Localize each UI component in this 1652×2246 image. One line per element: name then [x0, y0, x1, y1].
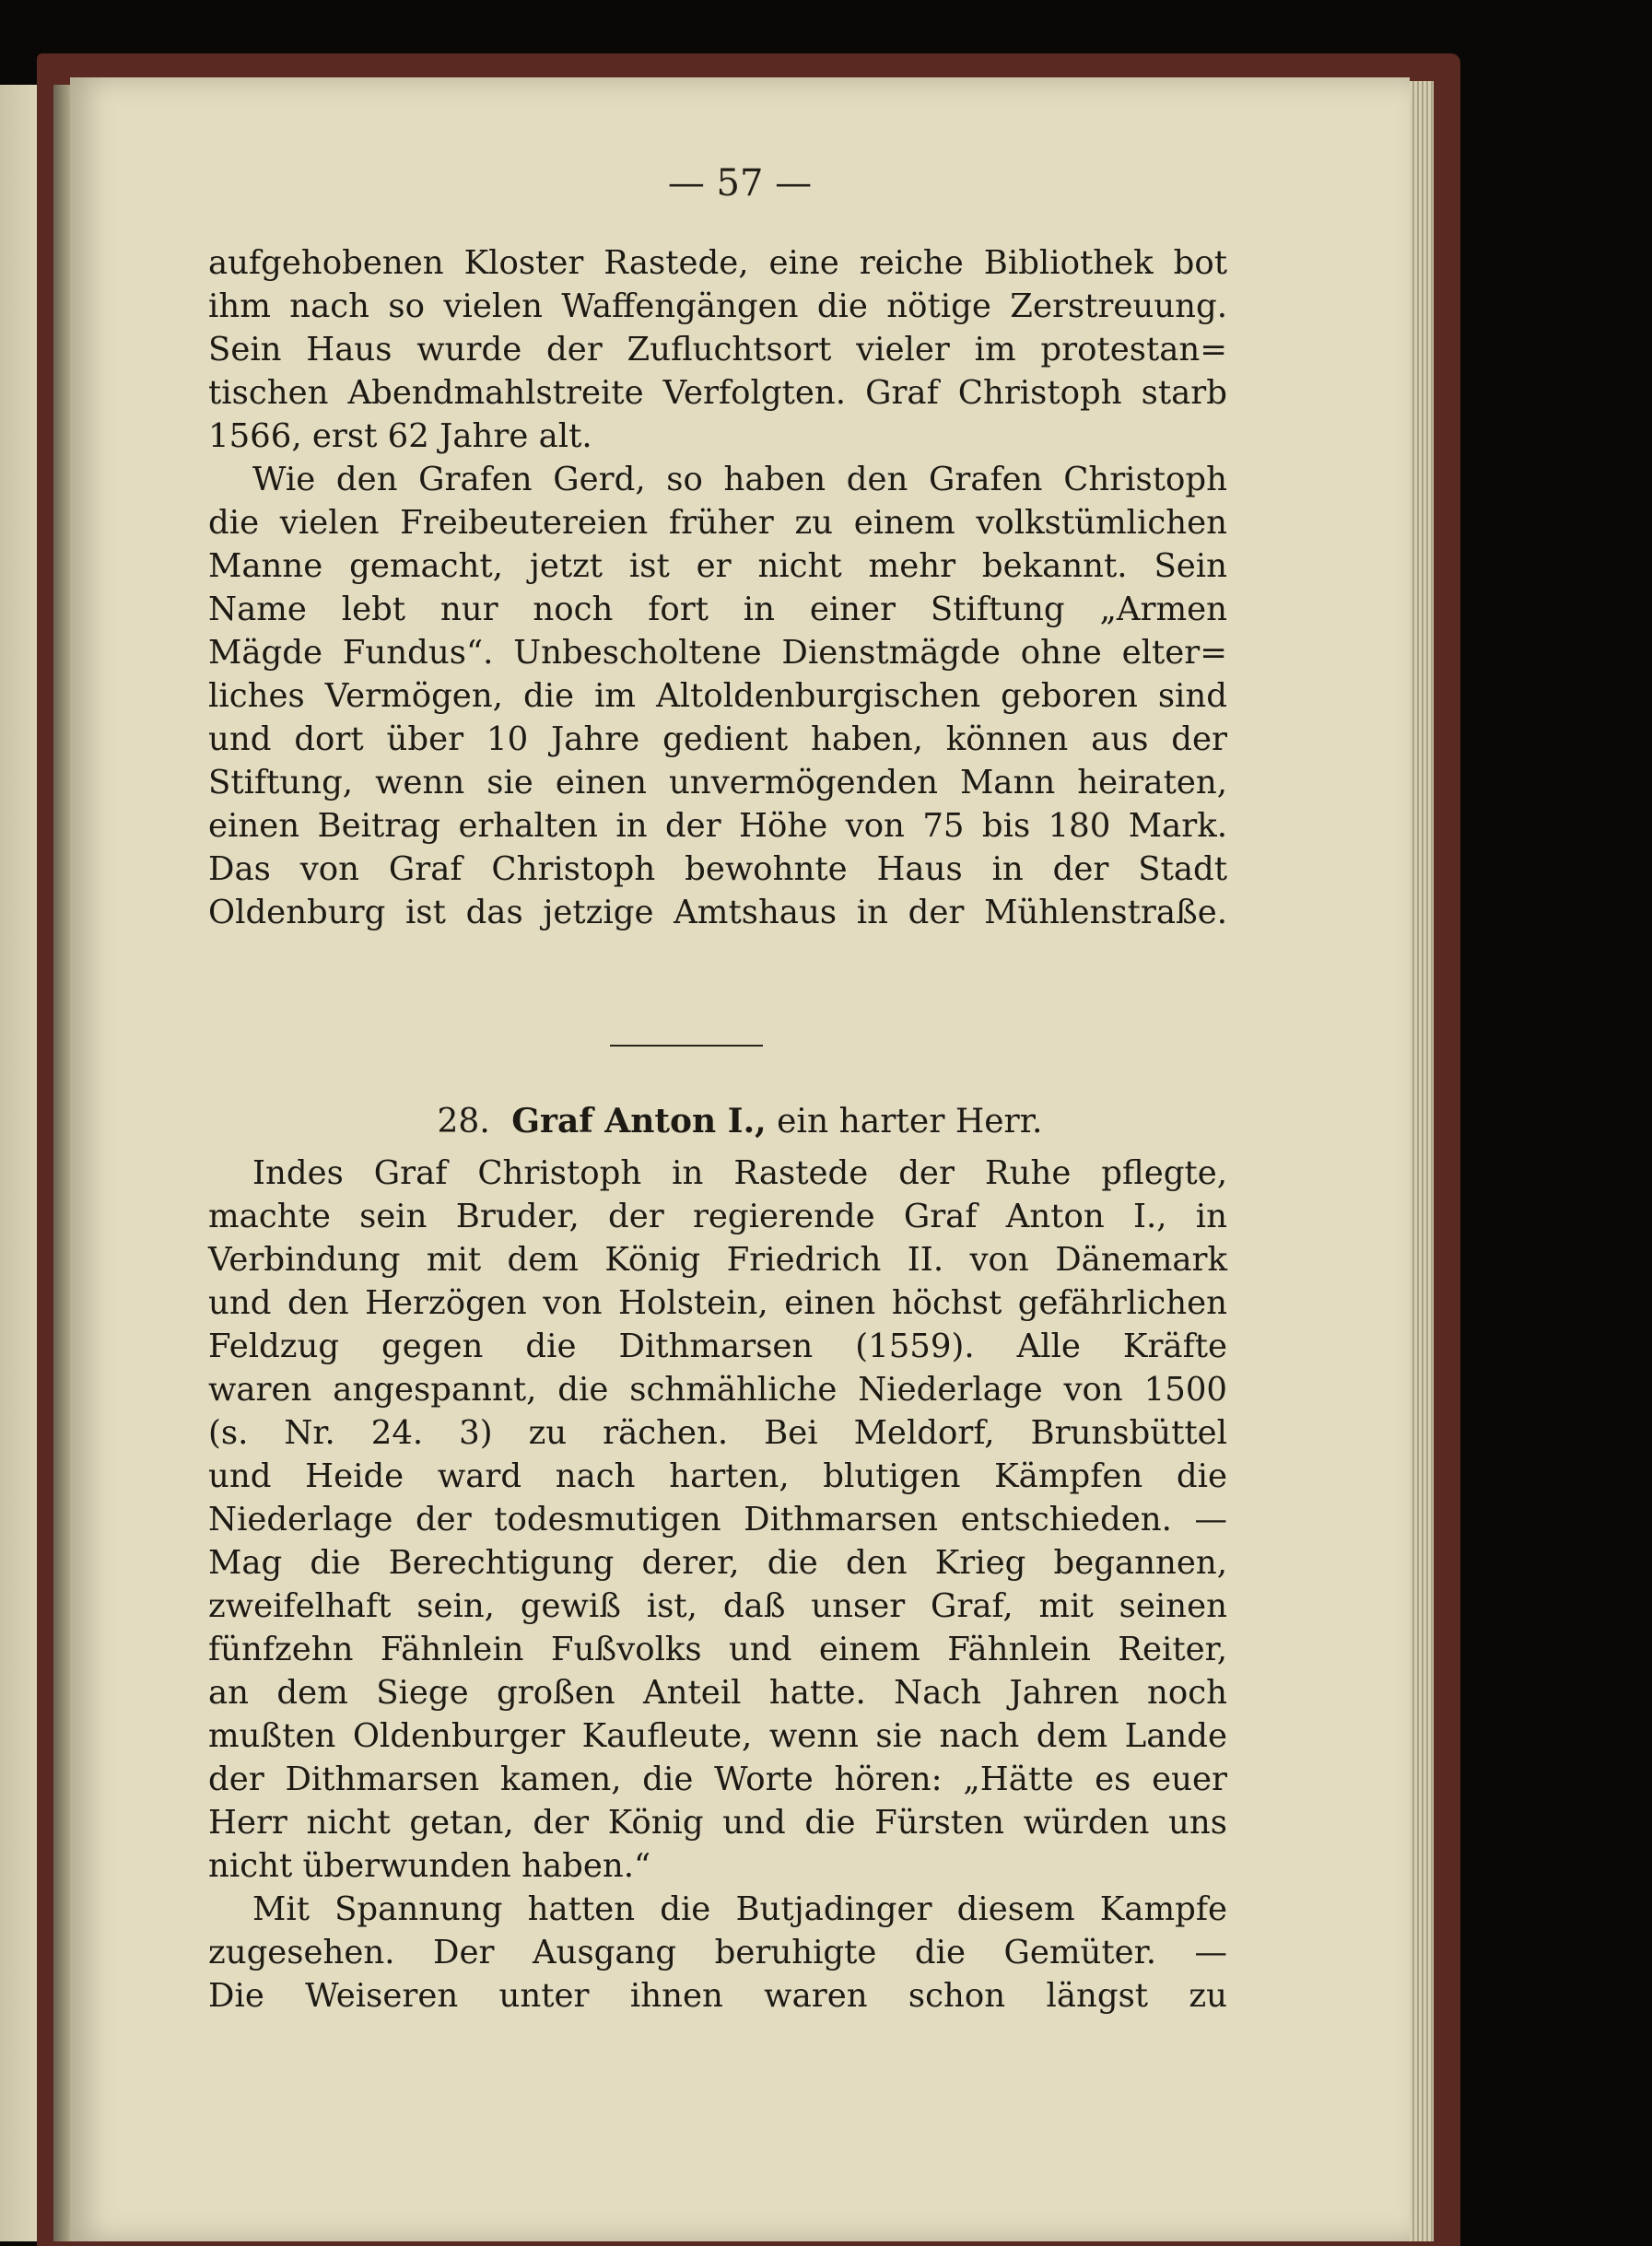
text-line: nicht überwunden haben.“ [208, 1847, 651, 1885]
text-line: einen Beitrag erhalten in der Höhe von 75 bis 180 Mark. [208, 807, 1227, 845]
text-line: 1566, erst 62 Jahre alt. [208, 417, 592, 455]
text-line: die vielen Freibeutereien früher zu einem volkstümlichen [208, 504, 1227, 542]
text-line: Oldenburg ist das jetzige Amtshaus in der Mühlenstraße. [208, 894, 1227, 931]
text-line: machte sein Bruder, der regierende Graf Anton I., in [208, 1198, 1227, 1235]
text-line: zugesehen. Der Ausgang beruhigte die Gemüter. — [208, 1934, 1227, 1971]
text-line: und Heide ward nach harten, blutigen Kämpfen die [208, 1457, 1227, 1495]
text-block-top [208, 241, 1227, 934]
text-line: Niederlage der todesmutigen Dithmarsen entschieden. — [208, 1501, 1227, 1538]
text-line: Mag die Berechtigung derer, die den Krieg begannen, [208, 1544, 1227, 1582]
text-block-bottom [208, 1152, 1227, 2018]
text-line: waren angespannt, die schmähliche Niederlage von 1500 [208, 1371, 1227, 1409]
text-line: Sein Haus wurde der Zufluchtsort vieler im protestan= [208, 331, 1227, 368]
text-line: Das von Graf Christoph bewohnte Haus in der Stadt [208, 850, 1227, 888]
text-line: Die Weiseren unter ihnen waren schon längst zu [208, 1977, 1227, 2015]
text-line: (s. Nr. 24. 3) zu rächen. Bei Meldorf, Brunsbüttel [208, 1414, 1227, 1452]
section-title: Graf Anton I., [511, 1102, 767, 1141]
text-line: Manne gemacht, jetzt ist er nicht mehr bekannt. Sein [208, 547, 1227, 585]
text-line: fünfzehn Fähnlein Fußvolks und einem Fähnlein Reiter, [208, 1631, 1227, 1668]
text-line: aufgehobenen Kloster Rastede, eine reiche Bibliothek bot [208, 244, 1227, 282]
text-line: an dem Siege großen Anteil hatte. Nach Jahren noch [208, 1674, 1227, 1712]
section-number: 28. [437, 1103, 490, 1141]
text-line: Stiftung, wenn sie einen unvermögenden Mann heiraten, [208, 764, 1227, 801]
text-line: der Dithmarsen kamen, die Worte hören: „Hätte es euer [208, 1761, 1227, 1798]
text-line: Mägde Fundus“. Unbescholtene Dienstmägde ohne elter= [208, 634, 1227, 672]
text-line: mußten Oldenburger Kaufleute, wenn sie nach dem Lande [208, 1717, 1227, 1755]
text-line: und dort über 10 Jahre gedient haben, können aus der [208, 720, 1227, 758]
text-line: liches Vermögen, die im Altoldenburgischen geboren sind [208, 677, 1227, 715]
section-divider [610, 1045, 763, 1047]
section-subtitle: ein harter Herr. [777, 1103, 1043, 1141]
text-line: Name lebt nur noch fort in einer Stiftung „Armen [208, 591, 1227, 628]
text-line: Wie den Grafen Gerd, so haben den Grafen Christoph [252, 461, 1227, 498]
section-heading [70, 1102, 1410, 1141]
text-line: tischen Abendmahlstreite Verfolgten. Graf Christoph starb [208, 374, 1227, 412]
text-line: ihm nach so vielen Waffengängen die nötige Zerstreuung. [208, 287, 1227, 325]
text-line: Indes Graf Christoph in Rastede der Ruhe pflegte, [252, 1154, 1227, 1192]
text-line: und den Herzögen von Holstein, einen höchst gefährlichen [208, 1284, 1227, 1322]
text-line: zweifelhaft sein, gewiß ist, daß unser Graf, mit seinen [208, 1587, 1227, 1625]
book-page [70, 77, 1410, 2241]
text-line: Verbindung mit dem König Friedrich II. von Dänemark [208, 1241, 1227, 1279]
text-line: Mit Spannung hatten die Butjadinger diesem Kampfe [252, 1890, 1227, 1928]
page-number: — 57 — [667, 162, 813, 205]
text-line: Feldzug gegen die Dithmarsen (1559). Alle Kräfte [208, 1328, 1227, 1365]
text-line: Herr nicht getan, der König und die Fürsten würden uns [208, 1804, 1227, 1842]
